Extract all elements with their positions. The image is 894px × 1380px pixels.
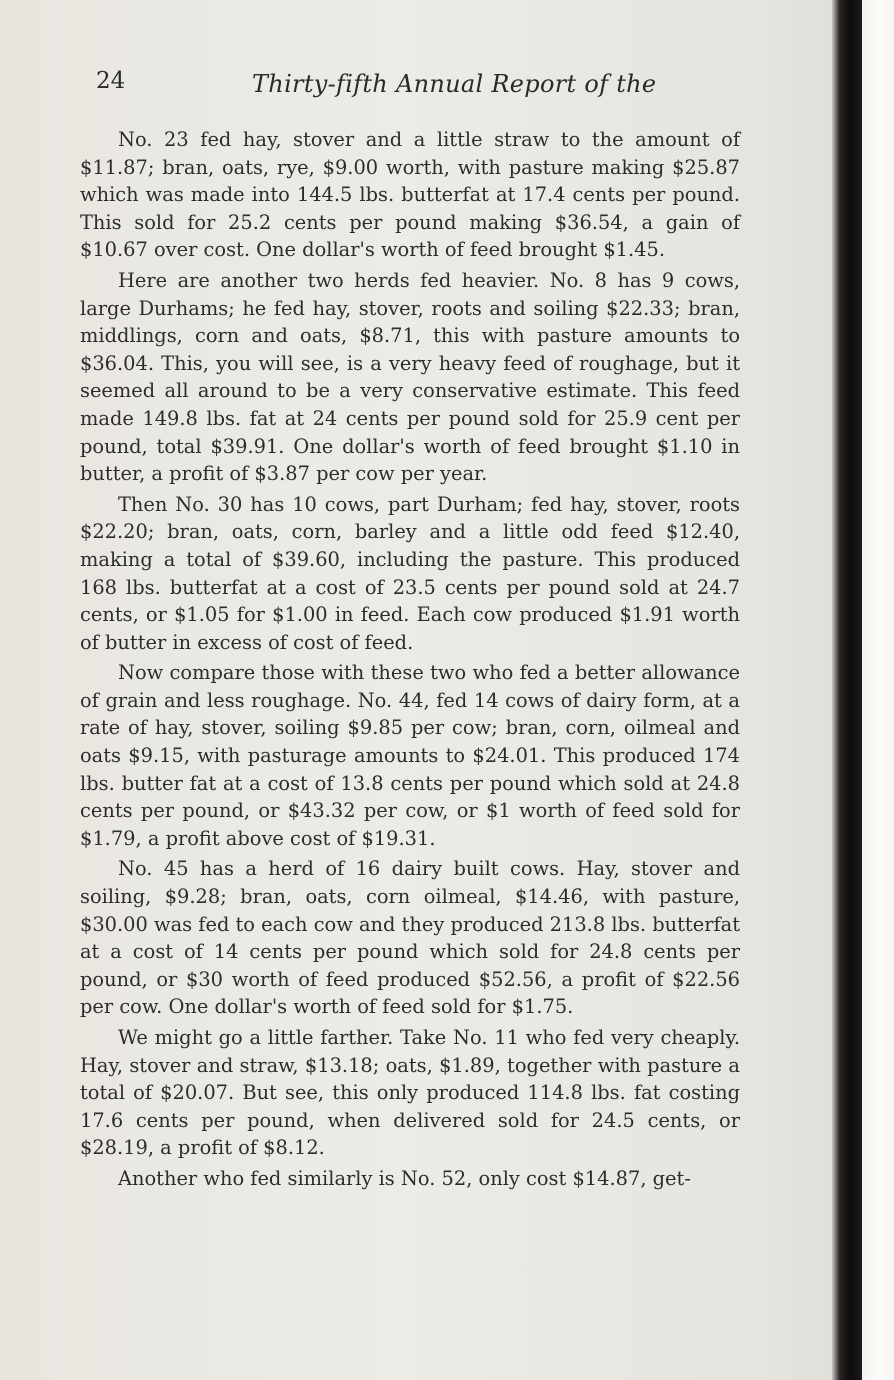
paragraph: Here are another two herds fed heavier. No. 8 has 9 cows, large Durhams; he fed hay, stover, roots and soiling $22.33; bran, middlings, corn and oats, $8.71, this with pasture amounts to $36.04. This, you will see, is a very heavy feed of roughage, but it seemed all around to be a very conservative estimate. This feed made 149.8 lbs. fat at 24 cents per pound sold for 25.9 cent per pound, total $39.91. One dollar's worth of feed brought $1.10 in butter, a profit of $3.87 per cow per year. — [80, 268, 740, 486]
paragraph: Then No. 30 has 10 cows, part Durham; fed hay, stover, roots $22.20; bran, oats, corn, barley and a little odd feed $12.40, making a total of $39.60, including the pasture. This produced 168 lbs. butterfat at a cost of 23.5 cents per pound sold at 24.7 cents, or $1.05 for $1.00 in feed. Each cow produced $1.91 worth of butter in excess of cost of feed. — [80, 492, 740, 654]
paragraph: Another who fed similarly is No. 52, only cost $14.87, get- — [118, 1166, 691, 1190]
paragraph: Now compare those with these two who fed a better allowance of grain and less roughage. No. 44, fed 14 cows of dairy form, at a rate of hay, stover, soiling $9.85 per cow; bran, corn, oilmeal and oats $9.15, with pasturage amounts to $24.01. This produced 174 lbs. butter fat at a cost of 13.8 cents per pound which sold at 24.8 cents per pound, or $43.32 per cow, or $1 worth of feed sold for $1.79, a profit above cost of $19.31. — [80, 661, 740, 850]
paragraph: No. 23 fed hay, stover and a little straw to the amount of $11.87; bran, oats, rye, $9.00 worth, with pasture making $25.87 which was made into 144.5 lbs. butterfat at 17.4 cents per pound. This sold for 25.2 cents per pound making $36.54, a gain of $10.67 over cost. One dollar's worth of feed brought $1.45. — [80, 128, 740, 262]
page-number: 24 — [96, 68, 126, 94]
paragraph: No. 45 has a herd of 16 dairy built cows. Hay, stover and soiling, $9.28; bran, oats, corn oilmeal, $14.46, with pasture, $30.00 was fed to each cow and they produced 213.8 lbs. butterfat at a cost of 14 cents per pound which sold for 24.8 cents per pound, or $30 worth of feed produced $52.56, a profit of $22.56 per cow. One dollar's worth of feed sold for $1.75. — [80, 857, 740, 1019]
page-header — [96, 66, 736, 106]
paragraph: We might go a little farther. Take No. 11 who fed very cheaply. Hay, stover and straw, $13.18; oats, $1.89, together with pasture a total of $20.07. But see, this only produced 114.8 lbs. fat costing 17.6 cents per pound, when delivered sold for 24.5 cents, or $28.19, a profit of $8.12. — [80, 1026, 740, 1160]
page-edge — [862, 0, 894, 1380]
body-text — [80, 126, 740, 1193]
running-head: Thirty-fifth Annual Report of the — [252, 70, 657, 98]
book-spine-shadow — [832, 0, 862, 1380]
